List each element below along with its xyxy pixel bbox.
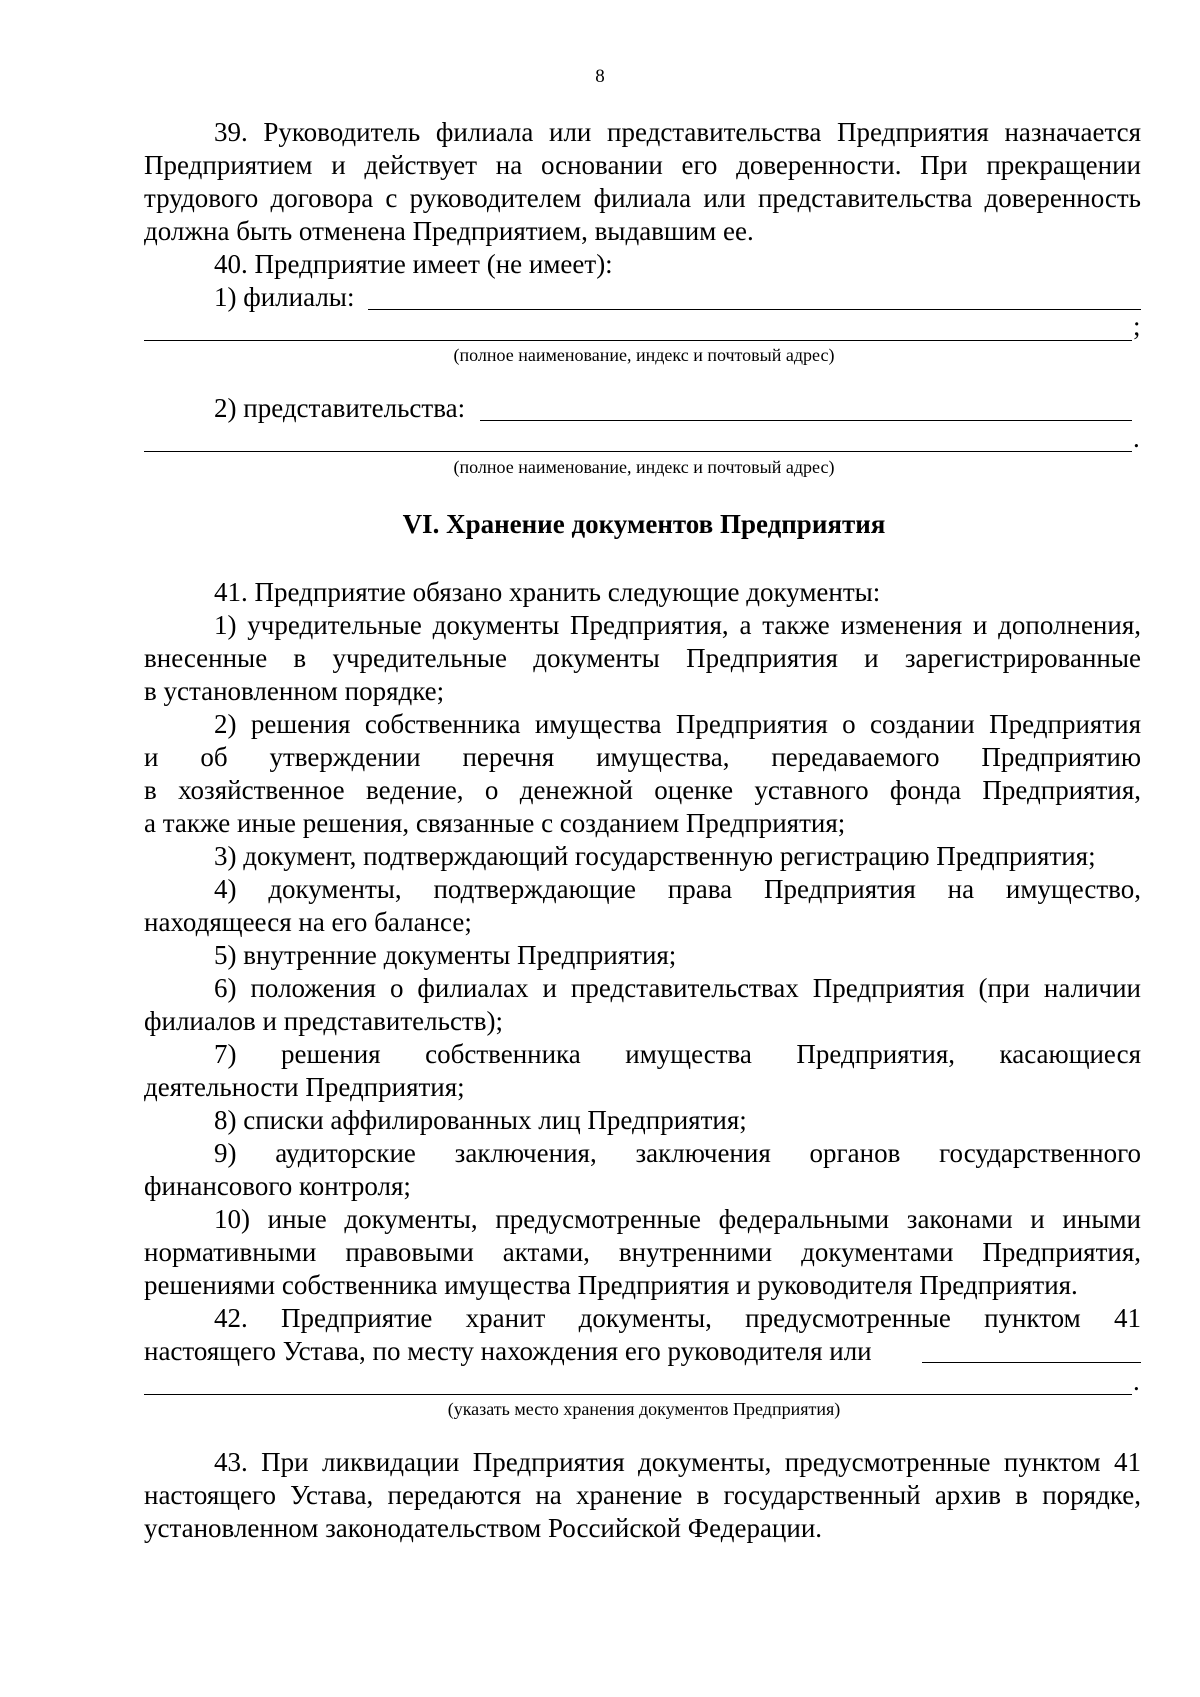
p43-line: установленном законодательством Российской Федерации. [144, 1513, 823, 1543]
reps-end-mark: . [1133, 423, 1140, 453]
p41-line: 3) документ, подтверждающий государственную регистрацию Предприятия; [214, 841, 1096, 871]
branches-fill-line [368, 309, 1141, 310]
branches-fill-line-2 [144, 340, 1132, 341]
p41-line: 9) аудиторские заключения, заключения органов государственного [214, 1138, 1141, 1168]
p41-line: и об утверждении перечня имущества, передаваемого Предприятию [144, 742, 1141, 772]
branches-caption: (полное наименование, индекс и почтовый адрес) [453, 345, 835, 365]
section-heading: VI. Хранение документов Предприятия [402, 509, 886, 539]
p41-line: 4) документы, подтверждающие права Предприятия на имущество, [214, 874, 1141, 904]
p41-line: 10) иные документы, предусмотренные федеральными законами и иными [214, 1204, 1141, 1234]
p43-line: настоящего Устава, передаются на хранение в государственный архив в порядке, [144, 1480, 1141, 1510]
p41-line: филиалов и представительств); [144, 1006, 503, 1036]
p41-line: в установленном порядке; [144, 676, 445, 706]
p41-line: финансового контроля; [144, 1171, 411, 1201]
reps-fill-line [480, 420, 1132, 421]
storage-place-fill-line [922, 1362, 1141, 1363]
page-number: 8 [595, 66, 605, 87]
branches-label: 1) филиалы: [214, 282, 355, 312]
p39-line: 39. Руководитель филиала или представительства Предприятия назначается [214, 117, 1141, 147]
p41-line: решениями собственника имущества Предприятия и руководителя Предприятия. [144, 1270, 1078, 1300]
p43-line: 43. При ликвидации Предприятия документы, предусмотренные пунктом 41 [214, 1447, 1141, 1477]
p41-line: деятельности Предприятия; [144, 1072, 465, 1102]
p41-line: а также иные решения, связанные с созданием Предприятия; [144, 808, 846, 838]
p41-line: в хозяйственное ведение, о денежной оценке уставного фонда Предприятия, [144, 775, 1141, 805]
reps-label: 2) представительства: [214, 393, 466, 423]
p41-line: нормативными правовыми актами, внутренними документами Предприятия, [144, 1237, 1141, 1267]
p41-line: 5) внутренние документы Предприятия; [214, 940, 677, 970]
reps-fill-line-2 [144, 451, 1132, 452]
p41-line: 1) учредительные документы Предприятия, а также изменения и дополнения, [214, 610, 1141, 640]
p41-line: 7) решения собственника имущества Предприятия, касающиеся [214, 1039, 1141, 1069]
reps-caption: (полное наименование, индекс и почтовый адрес) [453, 457, 835, 477]
p41-line: 41. Предприятие обязано хранить следующие документы: [214, 577, 881, 607]
storage-end-mark: . [1133, 1366, 1140, 1396]
p39-line: трудового договора с руководителем филиала или представительства доверенность [144, 183, 1141, 213]
p42-line: настоящего Устава, по месту нахождения его руководителя или [144, 1336, 872, 1366]
p41-line: 8) списки аффилированных лиц Предприятия; [214, 1105, 747, 1135]
p41-line: находящееся на его балансе; [144, 907, 472, 937]
p41-line: 2) решения собственника имущества Предприятия о создании Предприятия [214, 709, 1141, 739]
p39-line: должна быть отменена Предприятием, выдавшим ее. [144, 216, 754, 246]
branches-end-mark: ; [1133, 311, 1141, 341]
p42-line: 42. Предприятие хранит документы, предусмотренные пунктом 41 [214, 1303, 1141, 1333]
storage-caption: (указать место хранения документов Предприятия) [447, 1399, 841, 1419]
p41-line: внесенные в учредительные документы Предприятия и зарегистрированные [144, 643, 1141, 673]
storage-place-fill-line-2 [144, 1394, 1132, 1395]
p40-intro: 40. Предприятие имеет (не имеет): [214, 249, 613, 279]
p41-line: 6) положения о филиалах и представительствах Предприятия (при наличии [214, 973, 1141, 1003]
p39-line: Предприятием и действует на основании его доверенности. При прекращении [144, 150, 1141, 180]
